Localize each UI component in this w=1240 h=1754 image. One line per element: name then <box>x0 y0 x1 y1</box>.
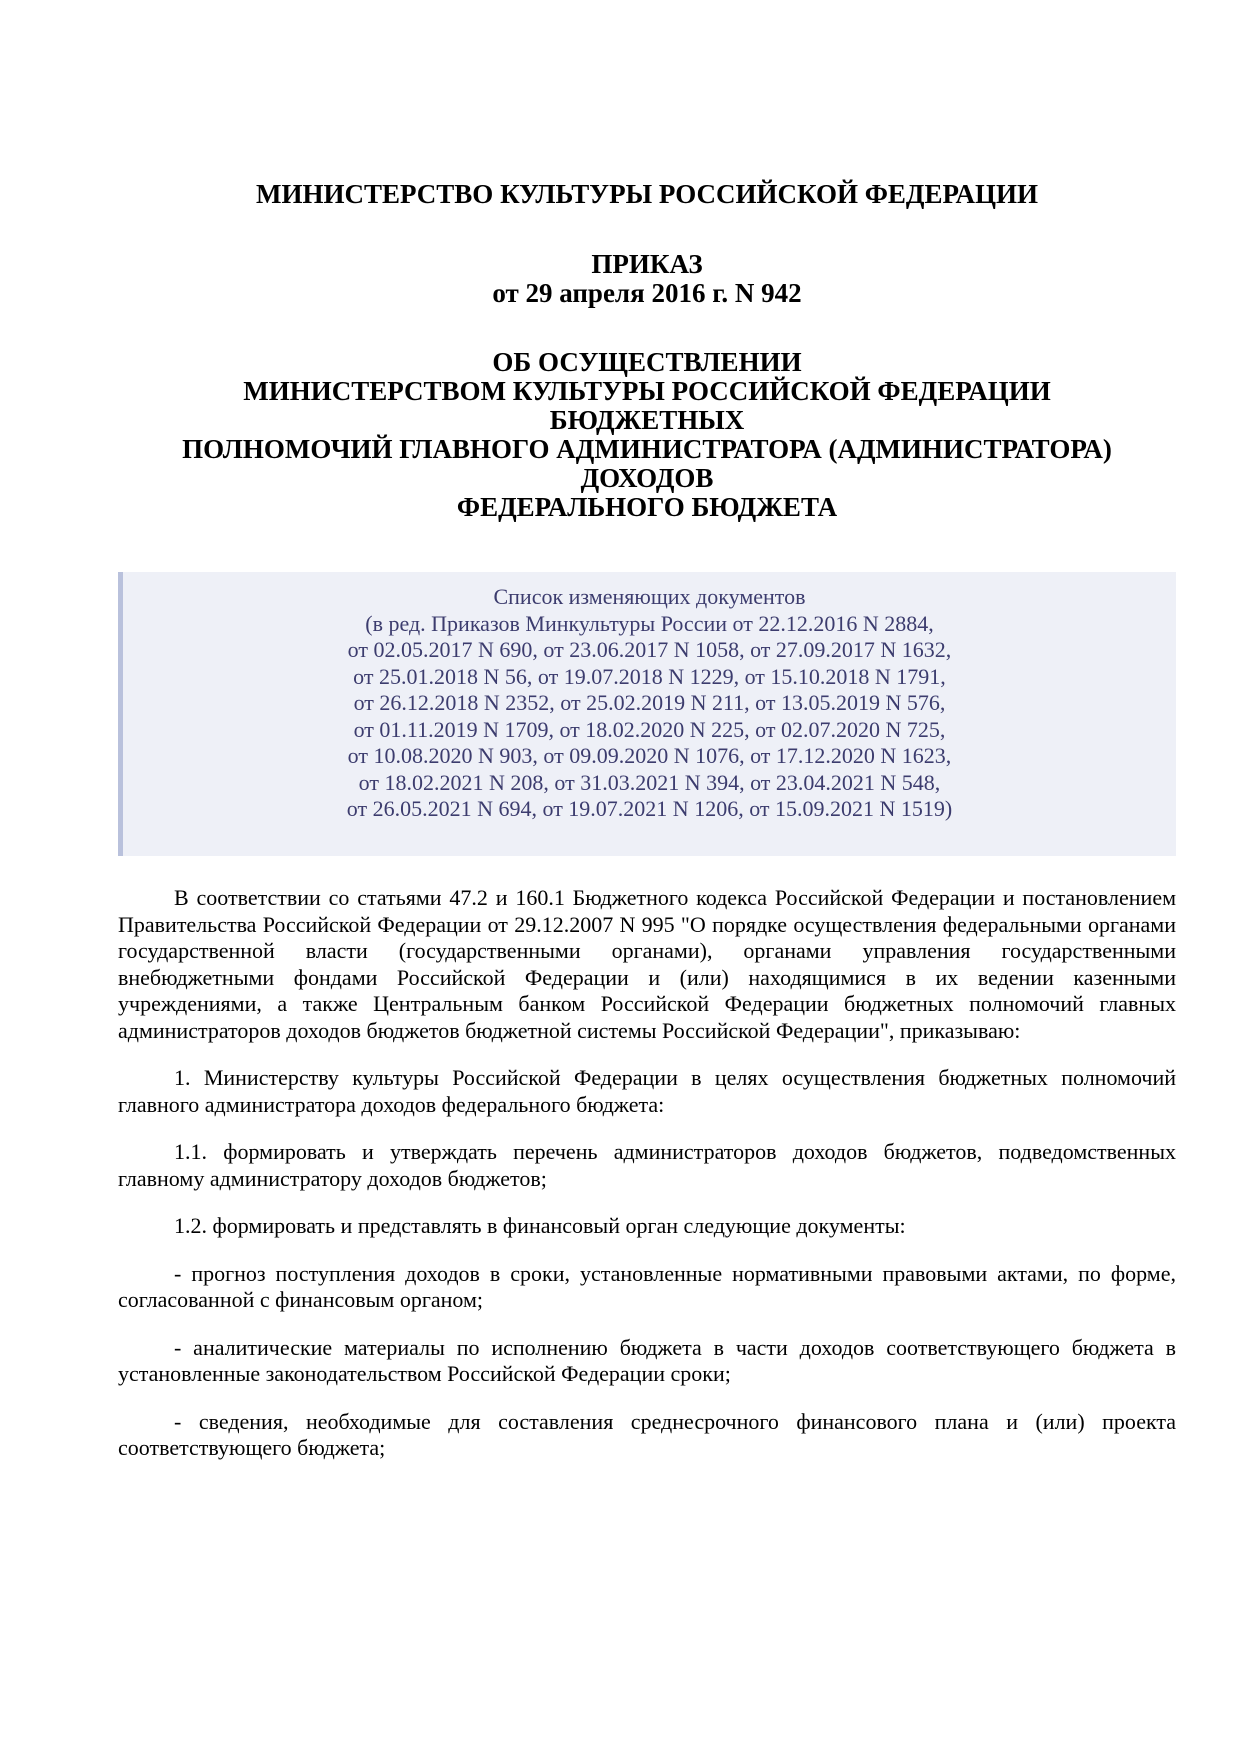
title-line: ОБ ОСУЩЕСТВЛЕНИИ <box>492 347 802 377</box>
ministry-heading: МИНИСТЕРСТВО КУЛЬТУРЫ РОССИЙСКОЙ ФЕДЕРАЦИИ <box>255 179 1039 209</box>
doc-type: ПРИКАЗ <box>591 249 703 279</box>
order-body <box>118 885 1176 1483</box>
clause-1-2: 1.2. формировать и представлять в финансовый орган следующие документы: <box>174 1213 906 1238</box>
order-heading <box>118 250 1176 308</box>
document-title <box>118 348 1176 522</box>
amendment-line: от 02.05.2017 N 690, от 23.06.2017 N 1058, от 27.09.2017 N 1632, <box>347 637 952 662</box>
amendment-line: от 26.12.2018 N 2352, от 25.02.2019 N 211, от 13.05.2019 N 576, <box>353 690 946 715</box>
title-line: ФЕДЕРАЛЬНОГО БЮДЖЕТА <box>456 492 838 522</box>
amendments-heading: Список изменяющих документов <box>493 584 806 609</box>
title-line: МИНИСТЕРСТВОМ КУЛЬТУРЫ РОССИЙСКОЙ ФЕДЕРАЦИИ <box>243 376 1051 406</box>
amendment-line: от 18.02.2021 N 208, от 31.03.2021 N 394, от 23.04.2021 N 548, <box>358 769 941 795</box>
preamble-paragraph: В соответствии со статьями 47.2 и 160.1 Бюджетного кодекса Российской Федерации и постановлением Правительства Российской Федерации от 29.12.2007 N 995 "О порядке осуществления федеральными органами государственной власти (государственными органами), органами управления государственными внебюджетными фондами Российской Федерации и (или) находящимися в их ведении казенными учреждениями, а также Центральным банком Российской Федерации бюджетных полномочий главных администраторов доходов бюджетов бюджетной системы Российской Федерации", приказываю: <box>118 885 1176 1043</box>
clause-1: 1. Министерству культуры Российской Федерации в целях осуществления бюджетных полномочий главного администратора доходов федерального бюджета: <box>118 1065 1176 1117</box>
list-item: - аналитические материалы по исполнению бюджета в части доходов соответствующего бюджета в установленные законодательством Российской Федерации сроки; <box>118 1334 1176 1386</box>
amendment-line: от 26.05.2021 N 694, от 19.07.2021 N 1206, от 15.09.2021 N 1519) <box>346 796 953 821</box>
doc-date: от 29 апреля 2016 г. N 942 <box>492 278 802 308</box>
amendment-line: (в ред. Приказов Минкультуры России от 22.12.2016 N 2884, <box>365 610 934 636</box>
title-line: ПОЛНОМОЧИЙ ГЛАВНОГО АДМИНИСТРАТОРА (АДМИНИСТРАТОРА) <box>182 434 1112 464</box>
amendment-line: от 10.08.2020 N 903, от 09.09.2020 N 1076, от 17.12.2020 N 1623, <box>347 743 952 768</box>
amendments-box <box>118 572 1176 856</box>
title-line: ДОХОДОВ <box>580 463 714 493</box>
clause-1-1: 1.1. формировать и утверждать перечень администраторов доходов бюджетов, подведомственных главному администратору доходов бюджетов; <box>118 1139 1176 1191</box>
list-item: - прогноз поступления доходов в сроки, установленные нормативными правовыми актами, по форме, согласованной с финансовым органом; <box>118 1260 1176 1312</box>
list-item: - сведения, необходимые для составления среднесрочного финансового плана и (или) проекта соответствующего бюджета; <box>118 1408 1176 1460</box>
amendment-line: от 25.01.2018 N 56, от 19.07.2018 N 1229, от 15.10.2018 N 1791, <box>353 663 946 689</box>
amendment-line: от 01.11.2019 N 1709, от 18.02.2020 N 225, от 02.07.2020 N 725, <box>353 716 946 742</box>
title-line: БЮДЖЕТНЫХ <box>549 405 745 435</box>
